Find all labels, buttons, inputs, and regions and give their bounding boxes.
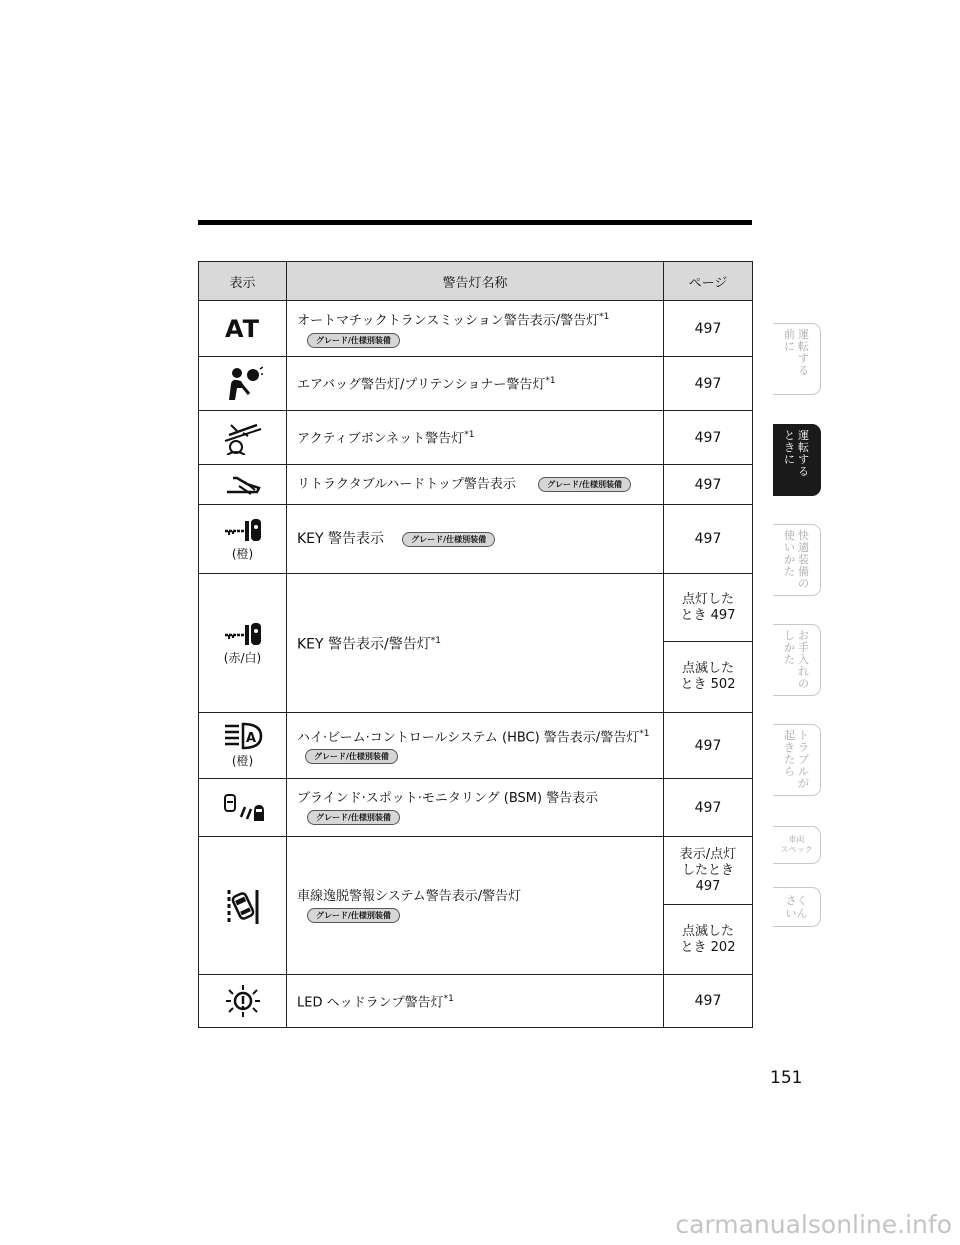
key-icon — [223, 621, 263, 647]
warning-name: 車線逸脱警報システム警告表示/警告灯 — [297, 888, 522, 904]
color-label: (橙) — [231, 546, 254, 561]
side-tab-label: さく いん — [785, 894, 808, 920]
table-row — [199, 301, 753, 357]
name-cell — [287, 713, 664, 779]
side-tab-label: 運転する ときに — [784, 429, 809, 478]
table-row — [199, 505, 753, 574]
table-row — [199, 837, 753, 905]
grade-badge: グレード/仕様別装備 — [305, 749, 398, 764]
side-tab-specs[interactable] — [773, 826, 821, 864]
grade-badge: グレード/仕様別装備 — [307, 810, 400, 825]
icon-cell — [199, 505, 287, 574]
warning-name: アクティブボンネット警告灯 — [297, 431, 465, 447]
name-cell — [287, 411, 664, 465]
icon-cell — [199, 837, 287, 975]
name-cell — [287, 505, 664, 574]
svg-text:A: A — [245, 731, 256, 746]
warning-name: ハイ·ビーム·コントロールシステム (HBC) 警告表示/警告灯 — [297, 730, 640, 746]
grade-badge: グレード/仕様別装備 — [307, 908, 400, 923]
name-cell — [287, 837, 664, 975]
table-row — [199, 411, 753, 465]
warning-name: エアバッグ警告灯/プリテンショナー警告灯 — [297, 377, 546, 393]
page-ref-blink — [664, 905, 753, 975]
lane-departure-icon — [225, 886, 261, 926]
key-icon — [223, 517, 263, 543]
airbag-icon — [223, 366, 263, 402]
footnote-mark: *1 — [545, 376, 556, 387]
side-tab-label: お手入れの しかた — [784, 629, 809, 690]
warning-light-table — [198, 261, 753, 1028]
icon-cell — [199, 301, 287, 357]
side-tab-index[interactable] — [773, 887, 821, 927]
at-transmission-icon: AT — [224, 314, 261, 343]
page-ref-blink-text: 点滅した とき 202 — [680, 923, 736, 955]
icon-cell — [199, 713, 287, 779]
page-ref: 497 — [664, 975, 753, 1028]
grade-badge: グレード/仕様別装備 — [307, 333, 400, 348]
page-ref: 497 — [664, 411, 753, 465]
side-tab-maintenance[interactable] — [773, 624, 821, 696]
page-number: 151 — [770, 1068, 803, 1088]
side-tab-comfort[interactable] — [773, 524, 821, 596]
page-ref-lit — [664, 837, 753, 905]
grade-badge: グレード/仕様別装備 — [402, 532, 495, 547]
warning-name: オートマチックトランスミッション警告表示/警告灯 — [297, 313, 600, 329]
icon-cell — [199, 465, 287, 505]
page-ref: 497 — [664, 357, 753, 411]
high-beam-control-icon — [223, 722, 263, 750]
page-ref-blink — [664, 642, 753, 713]
name-cell — [287, 975, 664, 1028]
name-cell — [287, 779, 664, 837]
page-ref: 497 — [664, 505, 753, 574]
page-ref-lit — [664, 574, 753, 642]
table-row — [199, 779, 753, 837]
footnote-mark: *1 — [430, 635, 441, 646]
header-display: 表示 — [199, 262, 287, 301]
warning-name: KEY 警告表示 — [297, 530, 385, 547]
header-page: ページ — [664, 262, 753, 301]
icon-cell — [199, 779, 287, 837]
side-tab-trouble[interactable] — [773, 724, 821, 796]
page-ref-lit-text: 点灯した とき 497 — [680, 591, 736, 623]
page-ref: 497 — [664, 713, 753, 779]
page-ref: 497 — [664, 465, 753, 505]
active-bonnet-icon — [223, 421, 263, 455]
icon-cell — [199, 975, 287, 1028]
side-tab-before-driving[interactable] — [773, 323, 821, 395]
footnote-mark: *1 — [639, 728, 650, 739]
warning-name: LED ヘッドランプ警告灯 — [297, 995, 444, 1011]
side-tab-label: 快適装備の 使いかた — [784, 529, 809, 590]
side-tab-label: 車両 スペック — [780, 835, 813, 854]
table-row — [199, 574, 753, 642]
page-ref: 497 — [664, 301, 753, 357]
side-tab-label: トラブルが 起きたら — [784, 729, 809, 790]
led-headlamp-icon — [225, 984, 261, 1018]
side-tab-while-driving[interactable] — [773, 424, 821, 496]
warning-name: KEY 警告表示/警告灯 — [297, 636, 431, 653]
name-cell — [287, 357, 664, 411]
table-row — [199, 357, 753, 411]
icon-cell — [199, 411, 287, 465]
page-ref-lit-text: 表示/点灯 したとき 497 — [679, 846, 737, 894]
warning-name: リトラクタブルハードトップ警告表示 — [297, 477, 516, 492]
header-name: 警告灯名称 — [287, 262, 664, 301]
color-label: (赤/白) — [223, 650, 262, 665]
page-ref-blink-text: 点滅した とき 502 — [680, 661, 736, 692]
color-label: (橙) — [231, 754, 254, 768]
table-row — [199, 465, 753, 505]
table-row — [199, 713, 753, 779]
footnote-mark: *1 — [443, 993, 454, 1004]
blind-spot-monitoring-icon — [221, 793, 265, 823]
grade-badge: グレード/仕様別装備 — [538, 477, 631, 492]
page-ref: 497 — [664, 779, 753, 837]
retractable-hardtop-icon — [223, 474, 263, 496]
name-cell — [287, 301, 664, 357]
footnote-mark: *1 — [464, 430, 475, 441]
table-header-row — [199, 262, 753, 301]
footnote-mark: *1 — [599, 311, 610, 322]
name-cell — [287, 465, 664, 505]
icon-cell — [199, 574, 287, 713]
table-row — [199, 975, 753, 1028]
warning-name: ブラインド·スポット·モニタリング (BSM) 警告表示 — [297, 790, 599, 806]
name-cell — [287, 574, 664, 713]
side-tab-label: 運転する 前に — [784, 328, 809, 377]
watermark: carmanualsonline.info — [675, 1210, 952, 1239]
icon-cell — [199, 357, 287, 411]
top-rule — [198, 220, 752, 225]
